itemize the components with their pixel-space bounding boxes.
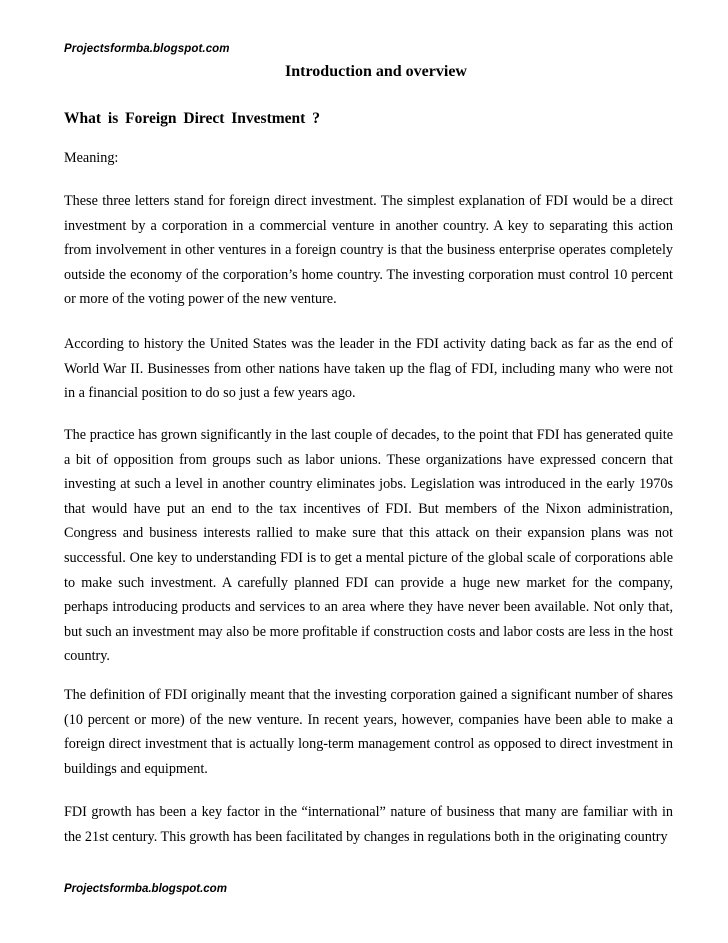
footer-site-label: Projectsformba.blogspot.com — [64, 883, 227, 895]
paragraph-5: FDI growth has been a key factor in the “international” nature of business that many are familiar with in the 21st century. This growth has been facilitated by changes in regulations both in the originating country — [64, 804, 673, 845]
paragraph-4: The definition of FDI originally meant that the investing corporation gained a significant number of shares (10 percent or more) of the new venture. In recent years, however, companies have been able to make a foreign direct investment that is actually long-term management control as opposed to direct investment in buildings and equipment. — [64, 687, 673, 777]
paragraph-3: The practice has grown significantly in the last couple of decades, to the point that FDI has generated quite a bit of opposition from groups such as labor unions. These organizations have expressed concern that investing at such a level in another country eliminates jobs. Legislation was introduced in the early 1970s that would have put an end to the tax incentives of FDI. But members of the Nixon administration, Congress and business interests rallied to make sure that this attack on their expansion plans was not successful. One key to understanding FDI is to get a mental picture of the global scale of corporations able to make such investment. A carefully planned FDI can provide a huge new market for the company, perhaps introducing products and services to an area where they have never been available. Not only that, but such an investment may also be more profitable if construction costs and labor costs are less in the host country. — [64, 427, 673, 665]
meaning-label: Meaning: — [64, 150, 119, 166]
section-heading: What is Foreign Direct Investment ? — [64, 110, 320, 127]
page-title: Introduction and overview — [285, 63, 467, 80]
paragraph-2: According to history the United States was the leader in the FDI activity dating back as far as the end of World War II. Businesses from other nations have taken up the flag of FDI, including many who were not in a financial position to do so just a few years ago. — [64, 336, 673, 402]
header-site-label: Projectsformba.blogspot.com — [64, 43, 230, 55]
paragraph-1: These three letters stand for foreign direct investment. The simplest explanation of FDI would be a direct investment by a corporation in a commercial venture in another country. A key to separating this action from involvement in other ventures in a foreign country is that the business enterprise operates completely outside the economy of the corporation’s home country. The investing corporation must control 10 percent or more of the voting power of the new venture. — [64, 193, 673, 308]
